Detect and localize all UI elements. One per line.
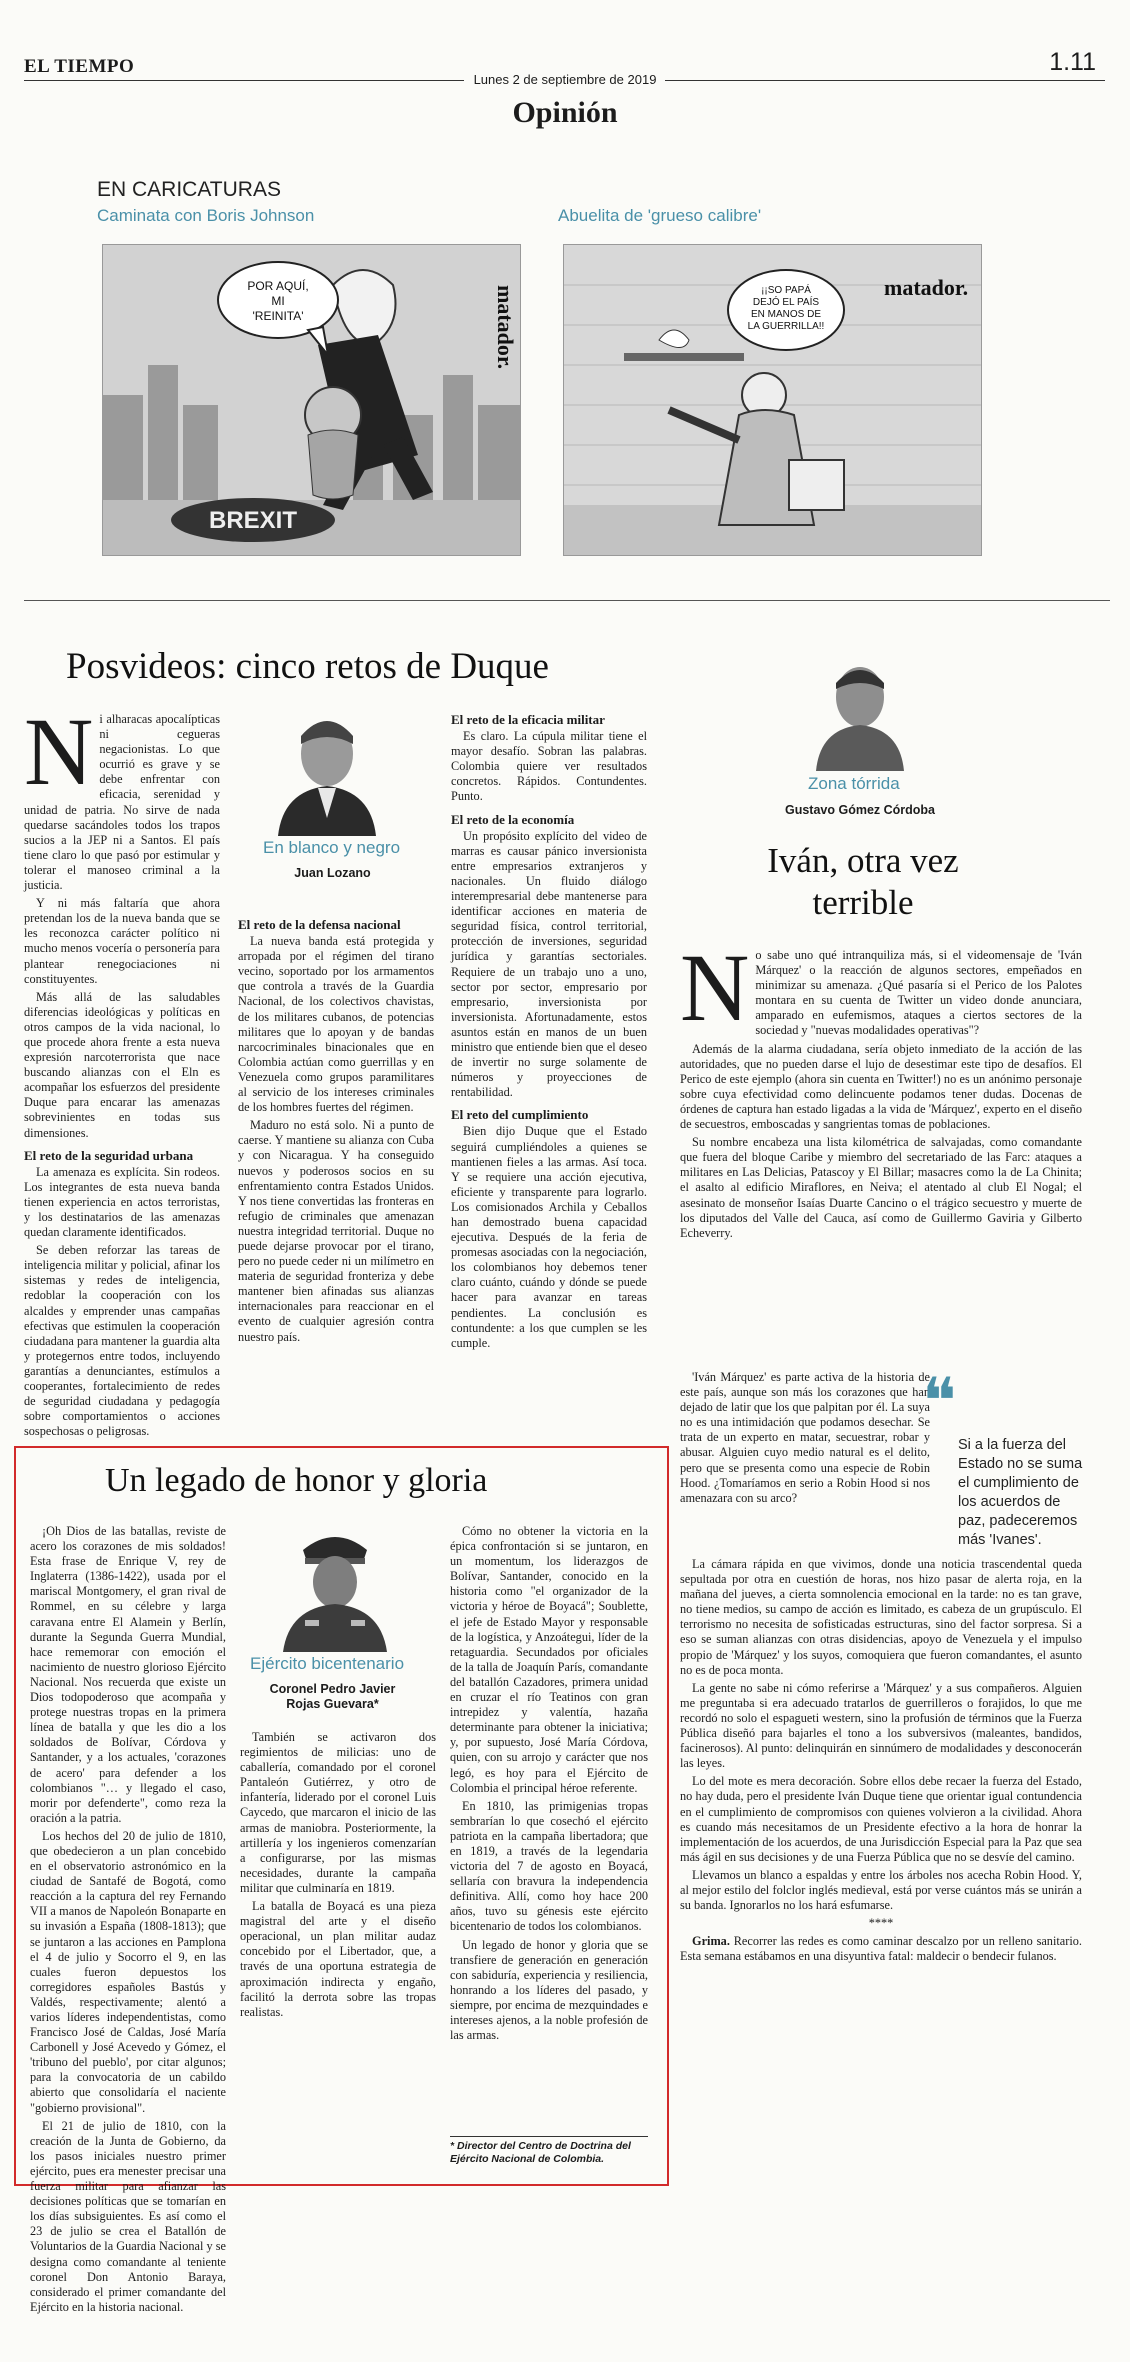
art3-column-1 [30,1524,226,2314]
art2-column-label: Zona tórrida [808,774,900,793]
art1-paragraph: Más allá de las saludables diferencias ideológicas y políticas en otros campos de la vida nacional, lo que procede ahora frente a esta nueva expresión narcoterrorista que nace buscando alianzas con el Eln es acompañar los esfuerzos del presidente Duque para encarar las amenazas sobrevinientes en todas sus dimensiones. [24,989,220,1140]
article-headline-legado: Un legado de honor y gloria [105,1462,488,1499]
art1-column-label: En blanco y negro [263,838,401,857]
caricatura-right-title: Abuelita de 'grueso calibre' [558,206,762,225]
art2-paragraph: La cámara rápida en que vivimos, donde una noticia trascendental queda sepultada por otra en cuestión de horas, nos hizo pasar de alerta roja, en la mañana del jueves, a cierta somnolencia emocional en la tarde: no es tan grave, no tiene medios, su campo de acción es limitado, es cabeza de un grupúsculo. El terrorismo no necesita de sofisticadas estructuras, sino del factor sorpresa. Si a eso se suman alianzas con otras disidencias, apoyo de Venezuela y el impulso propio de 'Márquez' y los suyos, comoquiera que fueron comandantes, el asunto no es de poca monta. [680,1557,1082,1677]
art3-paragraph: Un legado de honor y gloria que se transfiere de generación en generación con sabiduría, experiencia y resiliencia, honrando a los líderes del pasado, y siempre, por encima de mezquindades e intereses ajenos, a la noble profesión de las armas. [450,1937,648,2043]
art3-paragraph: Los hechos del 20 de julio de 1810, que obedecieron a un plan concebido en el observatorio astronómico en la ciudad de Santafé de Bogotá, como reacción a la captura del rey Fernando VII a manos de Napoleón Bonaparte en su invasión a España (1808-1813); que se juntaron a las acciones en Pamplona el 4 de julio y Socorro el 9, en las cuales fueron depuestos los corregidores españoles Bastús y Valdés, respectivamente; alentó a varios líderes independentistas, como Francisco José de Caldas, José María Carbonell y José Acevedo y Gómez, el 'tribuno del pueblo', por citar algunos; para la convocatoria de un cabildo abierto que consolidaría el naciente "gobierno provisional". [30,1828,226,2115]
art2-paragraph: Llevamos un blanco a espaldas y entre los árboles nos acecha Robin Hood. Y, al mejor estilo del folclor inglés medieval, está por verse cuántos más se unirán a su banda. Ignorarlos no los hará esfumarse. [680,1867,1082,1913]
art2-headline [680,840,1046,924]
art1-subhead: El reto del cumplimiento [451,1107,589,1123]
art3-column-2 [240,1730,436,2172]
art2-paragraph: Además de la alarma ciudadana, sería objeto inmediato de la acción de las autoridades, que no pueden darse el lujo de desestimar este tipo de desafíos. El Perico de este ejemplo (ahora sin cuenta en Twitter!) no es un anónimo personaje sobre cuya efectividad como delincuente podamos tener dudas. Docenas de órdenes de captura han estado ligadas a la vida de 'Márquez', experto en el diseño de secuestros, emboscadas y sangrientas tomas de poblaciones. [680,1041,1082,1132]
art2-dropcap: N [680,934,750,1041]
art2-headline-line2: terrible [812,883,914,922]
art1-intro: i alharacas apocalípticas ni cegueras negacionistas. Lo que ocurrió es grave y se debe enfrentar con eficacia, serenidad y unidad de patria. No sirve de nada quedarse sacándoles todos los trapos sucios a la JEP ni a Santos. El país tiene claro lo que pasó por estimular y tolerar el manoseo criminal a la justicia. [24,712,220,893]
header-rule-right [665,80,1105,81]
art1-paragraph: Y ni más faltaría que ahora pretendan los de la nueva banda que se les reconozca carácter político ni mucho menos vocería o personería para plantear renegociaciones ni constituyentes. [24,896,220,986]
gustavo-gomez-portrait [812,655,908,771]
svg-text:¡¡SO PAPÁ: ¡¡SO PAPÁ [761,285,811,296]
masthead-brand: EL TIEMPO [24,56,135,77]
art2-paragraph: La gente no sabe ni cómo referirse a 'Márquez' y a sus compañeros. Alguien me preguntaba si era adecuado tratarlos de guerrilleros o forajidos, lo que me recordó no solo el espagueti western, sino la profusión de términos que la Fuerza Pública diseñó para bajarles el tono a los subversivos (maleantes, bandidos, facinerosos). Al punto: delinquirán en sinnúmero de modalidades y desconocerán las leyes. [680,1680,1082,1771]
art1-column-1 [24,698,220,1439]
art2-intro: o sabe uno qué intranquiliza más, si el videomensaje de 'Iván Márquez' o la reacción de algunos sectores, empeñados en minimizar su amenaza. ¿Qué pasaría si el Perico de los Palotes montara en su cuenta de Twitter un video donde anunciara, amparado en eufemismos, ataques a ciertos sectores de la sociedad y "nuevas modalidades operativas"? [755,948,1082,1038]
footnote-rule [450,2136,648,2137]
header-rule [24,80,464,81]
coronel-rojas-portrait [275,1520,395,1652]
art3-column-label: Ejército bicentenario [250,1654,405,1673]
art1-column-3 [451,712,647,1350]
cartoonist-signature: matador. [493,285,518,370]
cartoon-abuelita-illustration [564,245,981,555]
art3-column-3 [450,1524,648,2128]
art2-column-lower [680,1557,1082,2177]
art3-paragraph: ¡Oh Dios de las batallas, reviste de acero los corazones de mis soldados! Esta frase de Enrique V, rey de Inglaterra (1386-1422), usada por el mariscal Montgomery, el gran rival de Rommel, en su célebre y larga caravana entre El Alamein y Berlín, durante la Segunda Guerra Mundial, hace rememorar con emoción el nacimiento de nuestro glorioso Ejército Nacional. Nos recuerda que existe un Dios todopoderoso que acompaña y protege nuestras tropas en la primera línea de batalla y que les dio a los soldados de Bolívar, Córdova y Santander, y a los actuales, 'corazones de acero' para defender a los colombianos "… y llegado el caso, morir por defenderte", como reza la oración a la patria. [30,1524,226,1825]
art3-footnote-line2: Ejército Nacional de Colombia. [450,2153,605,2165]
art1-subhead: El reto de la seguridad urbana [24,1147,194,1163]
art2-paragraph: Lo del mote es mera decoración. Sobre ellos debe recaer la fuerza del Estado, no hay duda, pero el presidente Iván Duque tiene que orientar igual contundencia en el cumplimiento de compromisos con quienes volvieron a la civilidad. Ahora es cuando más necesitamos de un Presidente efectivo a la hora de honrar la implementación de los acuerdos, de una Jurisdicción Especial para la Paz que sea más ágil en sus decisiones y de una Fuerza Pública que no se desvíe del camino. [680,1774,1082,1864]
pull-quote-mark: ❝ [922,1365,957,1439]
art3-author [240,1682,425,1712]
art1-subhead: El reto de la eficacia militar [451,712,605,727]
article-headline-posvideos: Posvideos: cinco retos de Duque [66,646,549,687]
art1-subhead: El reto de la economía [451,811,575,827]
art3-author-line1: Coronel Pedro Javier [269,1682,396,1696]
art1-paragraph: La amenaza es explícita. Sin rodeos. Los integrantes de esta nueva banda tienen experiencia en actos terroristas, y los destinatarios de las amenazas quedan claramente identificados. [24,1164,220,1240]
art2-stars: **** [868,1916,894,1931]
art3-footnote [450,2140,650,2166]
art2-paragraph: 'Iván Márquez' es parte activa de la historia de este país, aunque son más los corazones que han dejado de latir que los que palpitan por él. La suya no es una intimidación que podamos desechar. Se trata de un experto en matar, secuestrar, robar y abusar. Alguien cuyo medio natural es el delito, pero que se presenta como una especie de Robin Hood. ¿Tomaríamos en serio a Robin Hood si nos amenazara con su arco? [680,1370,930,1505]
art2-headline-line1: Iván, otra vez [767,841,959,880]
art3-paragraph: En 1810, las primigenias tropas sembrarían lo que cosechó el ejército patriota en la campaña libertadora; que en 1819, a través de la legendaria victoria del 7 de agosto en Boyacá, sellaría con bravura la independencia definitiva. Allí, como hoy hace 200 años, tuvo su génesis este ejército bicentenario de todos los colombianos. [450,1798,648,1934]
art3-paragraph: Cómo no obtener la victoria en la épica confrontación si se juntaron, en un momentum, los liderazgos de Bolívar, Santander, conocido en la historia como "el organizador de la victoria y héroe de Boyacá"; Soublette, el jefe de Estado Mayor y responsable de la logística, y Anzoátegui, líder de la retaguardia. Secundados por oficiales de la talla de Joaquín París, comandante del batallón Cazadores, primera unidad en cruzar el río Teatinos con gran intrepidez y valentía, hazaña determinante para obtener la iniciativa; y, por supuesto, José María Córdova, quien, con su arrojo y carácter que nos legó, es hoy para el Ejército de Colombia el principal héroe referente. [450,1524,648,1795]
art2-grima-text: Recorrer las redes es como caminar descalzo por un relleno sanitario. Esta semana estábamos en una disyuntiva fatal: maldecir o bendecir fulanos. [680,1934,1082,1964]
art2-column-narrow [680,1370,930,1555]
art2-author: Gustavo Gómez Córdoba [784,803,936,817]
art3-paragraph: La batalla de Boyacá es una pieza magistral del arte y el diseño operacional, un plan militar audaz concebido por el Libertador, que, a través de una oportuna estrategia de aproximación indirecta y engaño, facilitó la derrota sobre las tropas realistas. [240,1899,436,2019]
art1-paragraph: Bien dijo Duque que el Estado seguirá cumpliéndoles a quienes se mantienen fieles a las armas. Así toca. Y se requiere una acción ejecutiva, eficiente y transparente para lograrlo. Los comisionados Archila y Ceballos han demostrado buena capacidad ejecutiva. Después de la feria de promesas asociadas con la negociación, los colombianos hoy debemos tener claro cuánto, cuándo y dónde se puede hacer para avanzar en tareas pendientes. La conclusión es contundente: a los que cumplen se les cumple. [451,1124,647,1350]
caricatura-left [102,244,521,556]
caricaturas-label: EN CARICATURAS [97,178,281,201]
art1-subhead: El reto de la defensa nacional [238,917,401,932]
art1-paragraph: Es claro. La cúpula militar tiene el mayor desafío. Sobran las palabras. Colombia quiere ver resultados concretos. Rápidos. Contundentes. Punto. [451,729,647,804]
art2-column-main [680,934,1082,1368]
art1-column-2 [238,910,434,1344]
header-date: Lunes 2 de septiembre de 2019 [473,72,657,87]
caricaturas-bottom-rule [24,600,1110,601]
juan-lozano-portrait [268,706,386,836]
cartoon-boris-johnson-illustration [103,245,520,555]
caricatura-left-title: Caminata con Boris Johnson [97,206,315,225]
art3-author-line2: Rojas Guevara* [286,1697,379,1711]
art1-paragraph: Maduro no está solo. Ni a punto de caerse. Y mantiene su alianza con Cuba y con Nicaragua. Y ha conseguido nuevos y poderosos socios en su enfrentamiento contra Estados Unidos. Y nos tiene convertidas las fronteras en refugio de criminales que amenazan nuestra integridad territorial. Duque no puede dejarse provocar por el tirano, pero no puede ceder ni un milímetro en materia de seguridad fronteriza y debe mantener bien afinadas sus alianzas internacionales para reaccionar en el evento de cualquier agresión contra nuestro país. [238,1118,434,1344]
art1-paragraph: Se deben reforzar las tareas de inteligencia militar y policial, afinar los sistemas y redes de inteligencia, redoblar la cooperación con los alcaldes y emprender unas campañas efectivas que estimulen la cooperación ciudadana para mantener la guardia alta y protegernos entre todos, incluyendo garantías a denunciantes, estímulos a cooperantes, fortalecimiento de redes de seguridad ciudadana y pedagogía sobre comportamientos o acciones sospechosas o peligrosas. [24,1243,220,1439]
art2-grima-label: Grima. [692,1934,730,1949]
svg-text:LA GUERRILLA!!: LA GUERRILLA!! [747,321,825,332]
svg-text:EN MANOS DE: EN MANOS DE [750,309,822,320]
cartoonist-signature-right: matador. [884,275,969,300]
art1-paragraph: Un propósito explícito del video de marras es causar pánico inversionista entre empresarios extranjeros y nacionales. Un fluido diálogo interempresarial debe mantenerse para identificar acciones en materia de seguridad física, control territorial, protección de inversiones, seguridad jurídica y garantías sectoriales. Requiere de un trabajo uno a uno, sector por sector, empresario por empresario, inversionista por inversionista. Afortunadamente, estos asuntos están en manos de un buen ministro que entiende bien que el deseo de invertir no surge solamente de números y proyecciones de rentabilidad. [451,828,647,1100]
art3-paragraph: También se activaron dos regimientos de milicias: uno de caballería, comandado por el coronel Pantaleón Gutiérrez, y otro de infantería, liderado por el coronel Luis Caycedo, que marcaron el inicio de las armas de maniobra. Posteriormente, la artillería y los ingenieros comenzarían a configurarse, por las mismas necesidades, durante la campaña militar que culminaría en 1819. [240,1730,436,1895]
section-title: Opinión [512,96,618,129]
svg-text:DEJÓ EL PAÍS: DEJÓ EL PAÍS [752,297,820,308]
art3-paragraph: El 21 de julio de 1810, con la creación de la Junta de Gobierno, da los pasos iniciales nuestro primer ejército, pues era menester precisar una fuerza militar para afianzar las decisiones políticas que se tomarían en los días subsiguientes. Es así como el 23 de julio se crea el Batallón de Voluntarios de la Guardia Nacional y se designa como comandante al teniente coronel Don Antonio Baraya, considerado el primer comandante del Ejército en la historia nacional. [30,2118,226,2314]
svg-text:'REINITA': 'REINITA' [252,309,304,323]
art1-dropcap: N [24,698,94,805]
pull-quote: Si a la fuerza del Estado no se suma el cumplimiento de los acuerdos de paz, padeceremos más 'Ivanes'. [958,1437,1083,1548]
svg-text:POR AQUÍ,: POR AQUÍ, [247,279,309,293]
svg-text:MI: MI [271,294,285,308]
brexit-sign: BREXIT [208,507,298,534]
art2-paragraph: Su nombre encabeza una lista kilométrica de salvajadas, como comandante que fuera del bloque Caribe y miembro del secretariado de las Farc: ataques a militares en Las Delicias, Patascoy y El Billar; masacres como la de La Chinita; el asalto al edificio Miraflores, en Neiva; el atentado al club El Nogal; el asesinato de monseñor Isaías Duarte Cancino o el trágico secuestro y muerte de los diputados del Valle del Cauca, así como de Guillermo Gaviria y Gilberto Echeverry. [680,1135,1082,1240]
caricatura-right [563,244,982,556]
art3-footnote-line1: * Director del Centro de Doctrina del [450,2140,631,2152]
art1-paragraph: La nueva banda está protegida y arropada por el régimen del tirano vecino, soportado por los armamentos que controla a través de la Guardia Nacional, de los colectivos chavistas, de los militares cubanos, de potencias militares que lo apoyan y de bandas narcocriminales binacionales que en Colombia actúan como guerrillas y en Venezuela como grupos paramilitares al servicio de los intereses criminales de los hombres fuertes del régimen. [238,934,434,1115]
art1-author: Juan Lozano [294,866,371,880]
page-number: 1.11 [1049,48,1096,76]
